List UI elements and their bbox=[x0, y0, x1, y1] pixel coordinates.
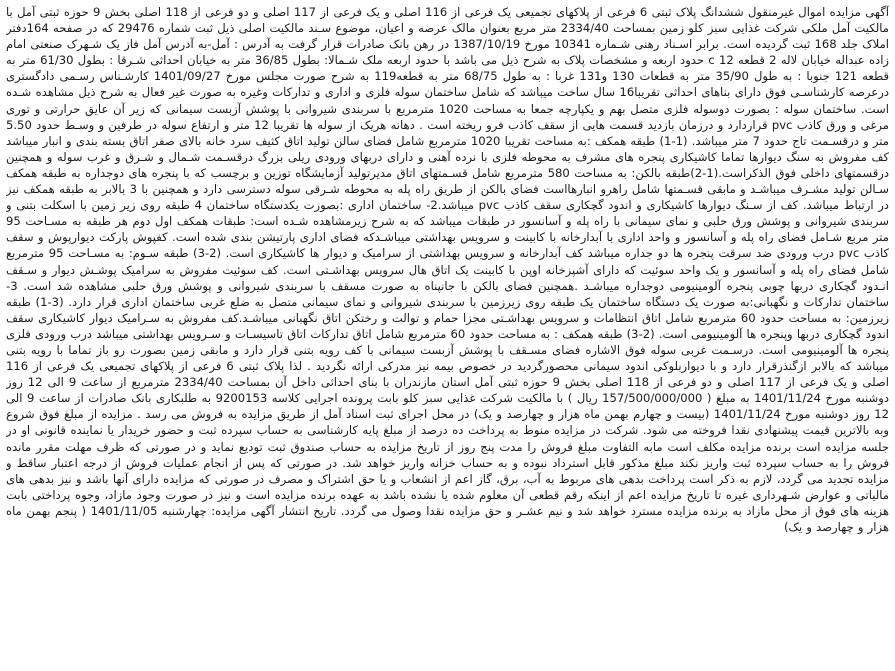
auction-notice-text: آگهی مزایده اموال غیرمنقول ششدانگ پلاک ثبتی 6 فرعی از پلاکهای تجمیعی یک فرعی از 116 اصلی و یک فرعی از 117 اصلی و دو فرعی از 118 اصلی بخش 9 حوزه ثبتی آمل با مالکیت آمل ملکی شرکت غذایی سبز کلو زمین بمساحت 2334/40 متر مربع بعنوان مالک عرصه و اعیان، موضوع سـند مالکیت اصلی ذیل ثبت شماره 29476 که در صفحه 164دفتر املاک جلد 168 ثبت گردیده است. برابر اسـناد رهنی شـماره 10341 مورخ 1387/10/19 در رهن بانک صادرات قرار گرفت به آدرس : آمل-به آدرس آمل فاز یک شـهرک صنعتی امام زاده عبداله خیابان لاله 2 قطعه 12 c حدود اربعه و مشخصات پلاک به شرح ذیل می باشد با حدود اربعه ملک شـمالا: بطول 36/85 متر به خیابان احداثی شـرقا : بطول 61/30 متر به قطعه 121 جنوبا : به طول 35/90 متر به قطعات 130 و131 غربا : به طول 68/75 متر به قطعه119 به شرح صورت مجلس مورخ 1401/09/27 کارشـناس رسـمی دادگستری درعرصه کارشناسـی فوق دارای بناهای احداثی تقریبا16 سال ساخت میباشد که شامل ساختمان سوله فلزی و اداری و تدارکات وغیره به صورت غیر فعال به شرح ذیل مشاهده شـده است. ساختمان سوله : بصورت دوسوله فلزی متصل بهم و یکپارچه جمعا به مساحت 1020 مترمربع با سربندی شیروانی با پوشش آزبست سیمانی که زیر آن عایق حرارتی و توری مرغی و ورق کاذب pvc قراردارد و درزمان بازدید قسمت هایی از سقف کاذب فرو ریخته است . دهانه هریک از سوله ها تقریبا 12 متر و ارتفاع سوله در طرفین و وسـط حدود 5.50 متر و درقسـمت تاج حدود 7 متر میباشد. (1-1) طبقه همکف :به مساحت تقریبا 1020 مترمربع شامل فضای سالن تولید اتاق کثیف سرد خانه بالای صفر اتاق بسته بندی و انبار میباشد کف مفروش به سنگ دیوارها تماما کاشیکاری پنجره های مشرف به محوطه فلزی با نرده آهنی و دارای دربهای ورودی ریلی بزرگ درقسـمت شـمال و شـرق و غرب سوله و همچنین درقسمتهای داخلی فوق الذکراست.(1-2)طبقه بالکن: به مساحت 580 مترمربع شامل قسـمتهای اتاق مدیرتولید آزمایشگاه توزین و برچسب که با پنجره های دوجداره به طبقه همکف سـالن تولید مشـرف میباشـد و مابقی قسـمتها شامل راهرو انبارهااست فضای بالکن از طریق راه پله به محوطه شـرقی سوله دسترسی دارد و همچنین با 3 بالابر به طبقه همکف نیز در ارتباط میباشد. کف از سـنگ دیوارها کاشیکاری و اندود گچکاری سقف کاذب pvc میباشد.2- ساختمان اداری :بصورت یکدستگاه ساختمان 4 طبقه روی زیر زمین با اسکلت بتنی و سربندی شیروانی و پوشش ورق حلبی و نمای سیمانی با راه پله و آسانسور در طبقات میباشد که به شرح زیرمشاهده شـده است: طبقات همکف اول دوم هر طبقه به مسـاحت 95 متر مربع شـامل فضای راه پله و آسانسور و واحد اداری با آبدارخانه با کابینت و سرویس بهداشتی میباشـدکه فضای اداری پارتیشن بندی شده است. کفپوش پارکت دیوارپوش و سقف کاذب pvc درب ورودی ضد سرقت پنجره ها دو جداره میباشد کف آبدارخانه و سرویس بهداشتی از سرامیک و دیوار ها کاشیکاری است. (2-3) طبقه سـوم: به مسـاحت 95 مترمربع شامل فضای راه پله و آسانسور و یک واحد سوئیت که دارای آشپزخانه اوپن با کابینت یک اتاق هال سرویس بهداشـتی است. کف سوئیت مفروش به سرامیک پوشـش دیوار و سـقف انـدود گچکاری دربها چوبی پنجره آلومینیومی دوجداره میباشـد .همچنین فضای بالکن با جانپناه به صورت مسقف با سربندی شیروانی و پوشش ورق حلبی مشاهده شد است. 3- ساختمان تدارکات و نگهبانی:به صورت یک دستگاه ساختمان یک طبقه روی زیرزمین با سربندی شیروانی و نمای سیمانی متصل به ضلع غربی ساختمان اداری قرار دارد. (3-1) طبقه زیرزمین: به مساحت حدود 60 مترمربع شامل اتاق انتظامات و سرویس بهداشـتی مجزا حمام و توالت و رختکن اتاق نگهبانی میباشـد.کف مفروش به سـرامیک دیوار کاشیکاری سقف اندود گچکاری دربها وپنجره ها آلومینیومی است. (2-3) طبقه همکف : به مساحت حدود 60 مترمربع شامل اتاق تدارکات اتاق تاسیسـات و سـرویس بهداشتی میباشد درب ورودی فلزی پنجره ها آلومینیومی است. درسـمت غربی سوله فوق الاشاره فضای مسـقف با پوشش آزبست سیمانی با کف رویه بتنی قرار دارد و مابقی زمین بصورت رو باز تماما با رویه بتنی میباشد که بالابر ازگنذرقرار دارد و با دیواربلوکی اندود سیمانی محصورگردید در خصوص بیمه نیز مدرکی ارائه نگردید . لذا پلاک ثبتی 6 فرعی از پلاکهای تجمیعی یک فرعی از 116 اصلی و یک فرعی از 117 اصلی و دو فرعی از 118 اصلی بخش 9 حوزه ثبتی آمل استان مازندران با بنای احداثی داخل آن بمساحت 2334/40 مترمربع از ساعت 9 الی 12 روز دوشنبه مورخ 1401/11/24 به مبلغ ( 157/500/000/000 ریال ) با مالکیت شرکت غذایی سبز کلو بابت پرونده اجرایی کلاسه 9200153 به طلبکاری بانک صادرات از ساعت 9 الی 12 روز دوشنبه مورخ 1401/11/24 (بیست و چهارم بهمن ماه هزار و چهارصد و یک) در محل اجرای ثبت اسناد آمل از طریق مزایده به فروش می رسد . مزایده از مبلغ فوق شروع وبه بالاترین قیمت پیشنهادی نقدا فروخته می شود. شرکت در مزایده منوط به پرداخت ده درصد از مبلغ پایه کارشناسی به حساب سپرده ثبت و حضور خریدار یا نماینده قانونی او در جلسه مزایده است برنده مزایده مکلف است مابه التفاوت مبلغ فروش را مدت پنج روز از تاریخ مزایده به حساب صندوق ثبت تودیع نماید و در صورتی که ظرف مهلت مقرر مانده فروش را به حساب سپرده ثبت واریز نکند مبلغ مذکور قابل استرداد نبوده و به حساب خزانه واریز خواهد شد. در صورتی که پس از انجام عملیات فروش از درجه اعتبار ساقط و مزایده تجدید می گردد، لازم به ذکر است پرداخت بدهی های مربوط به آب، برق، گاز اعم از انشعاب و یا حق اشتراک و مصرف در صورتی که مزایده دارای آنها باشد و نیز بدهی های مالیاتی و عوارض شـهرداری غیره تا تاریخ مزایده اعم از اینکه رقم قطعی آن معلوم شده یا نشده باشد به عهده برنده مزایده است و نیز در صورت وجود مازاد، وجوه پرداختی بابت هزینه های فوق از محل مازاد به برنده مزایده مسترد خواهد شد و نیم عشـر و حق مزایده نقدا وصول می گردد. تاریخ انتشار آگهی مزایده: چهارشنبه 1401/11/05 ( پنجم بهمن ماه هزار و چهارصد و یک) bbox=[6, 5, 889, 534]
